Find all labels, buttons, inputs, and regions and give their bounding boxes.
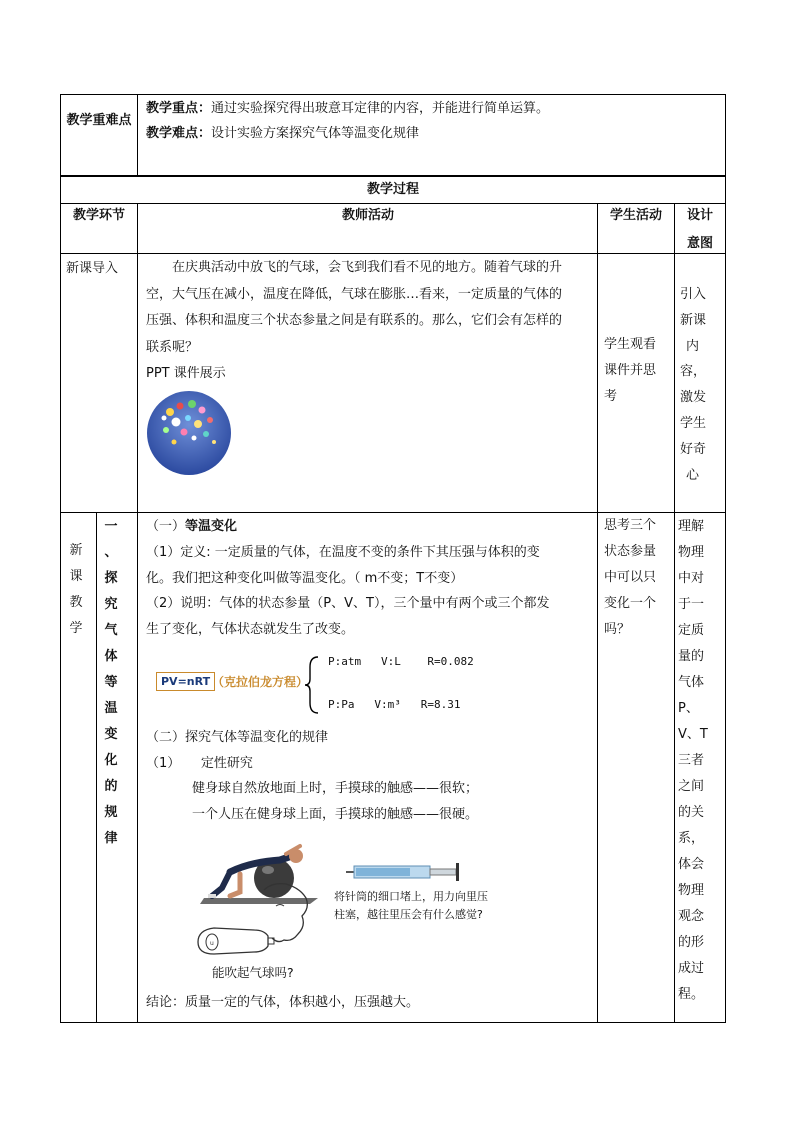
formula-box: PV=nRT	[156, 672, 215, 691]
new-lesson-substage: 一 、 探 究 气 体 等 温 变 化 的 规 律	[104, 519, 118, 846]
new-lesson-student: 思考三个 状态参量 中可以只 变化一个 吗？	[604, 518, 657, 637]
key-point: 教学重点：通过实验探究得出玻意耳定律的内容，并能进行简单运算。	[146, 101, 550, 116]
bottle-balloon-image	[194, 880, 320, 962]
new-lesson-intent: 理解 物理 中对 于一 定质 量的 气体 P、 V、T 三者 之间 的关 系， 体会 物理 观念 的形 成过 程。	[678, 519, 708, 1002]
header-intent: 设计意图	[686, 208, 713, 251]
syringe-image	[346, 860, 464, 884]
brace-icon	[304, 655, 320, 715]
balloons-image	[146, 390, 232, 476]
section1-heading: （一）等温变化	[146, 519, 238, 534]
svg-text:u: u	[210, 940, 214, 947]
conclusion: 结论：质量一定的气体，体积越小，压强越大。	[146, 995, 420, 1010]
new-lesson-stage: 新 课 教 学	[69, 543, 83, 636]
header-stage: 教学环节	[72, 208, 125, 223]
header-teacher: 教师活动	[341, 208, 394, 223]
difficulty: 教学难点：设计实验方案探究气体等温变化规律	[146, 126, 420, 141]
intro-student: 学生观看 课件并思 考	[604, 337, 657, 404]
focus-label: 教学重难点	[66, 113, 132, 128]
formula-label: （克拉伯龙方程）	[212, 675, 309, 689]
intro-teacher: 在庆典活动中放飞的气球，会飞到我们看不见的地方。随着气球的升 空，大气压在减小，温度在降低，气球在膨胀…看来，一定质量的气体的 压强、体积和温度三个状态参量之间是有联系的。那么，它们会有怎样的 联系呢？ PPT 课件展示	[146, 260, 563, 381]
section2-text: （二）探究气体等温变化的规律 （1） 定性研究 健身球自然放地面上时，手摸球的触感——很软； 一个人压在健身球上面，手摸球的触感——很硬。	[146, 730, 479, 822]
intro-intent: 引入 新课 内 容， 激发 学生 好奇 心	[680, 287, 707, 483]
definition-text: （1）定义: 一定质量的气体，在温度不变的条件下其压强与体积的变 化。我们把这种变化叫做等温变化。（ m不变；T不变） （2）说明：气体的状态参量（P、V、T），三个量中有两个或三个都发 生了变化，气体状态就发生了改变。	[146, 545, 550, 637]
syringe-caption: 将针筒的细口堵上，用力向里压 柱塞，越往里压会有什么感觉?	[334, 890, 488, 921]
intro-stage: 新课导入	[66, 261, 119, 276]
process-title: 教学过程	[366, 182, 419, 197]
formula-line-2: P:Pa V:m³ R=8.31	[328, 698, 461, 711]
header-student: 学生活动	[609, 208, 662, 223]
bottle-caption: 能吹起气球吗?	[212, 965, 294, 980]
formula-line-1: P:atm V:L R=0.082	[328, 655, 474, 668]
